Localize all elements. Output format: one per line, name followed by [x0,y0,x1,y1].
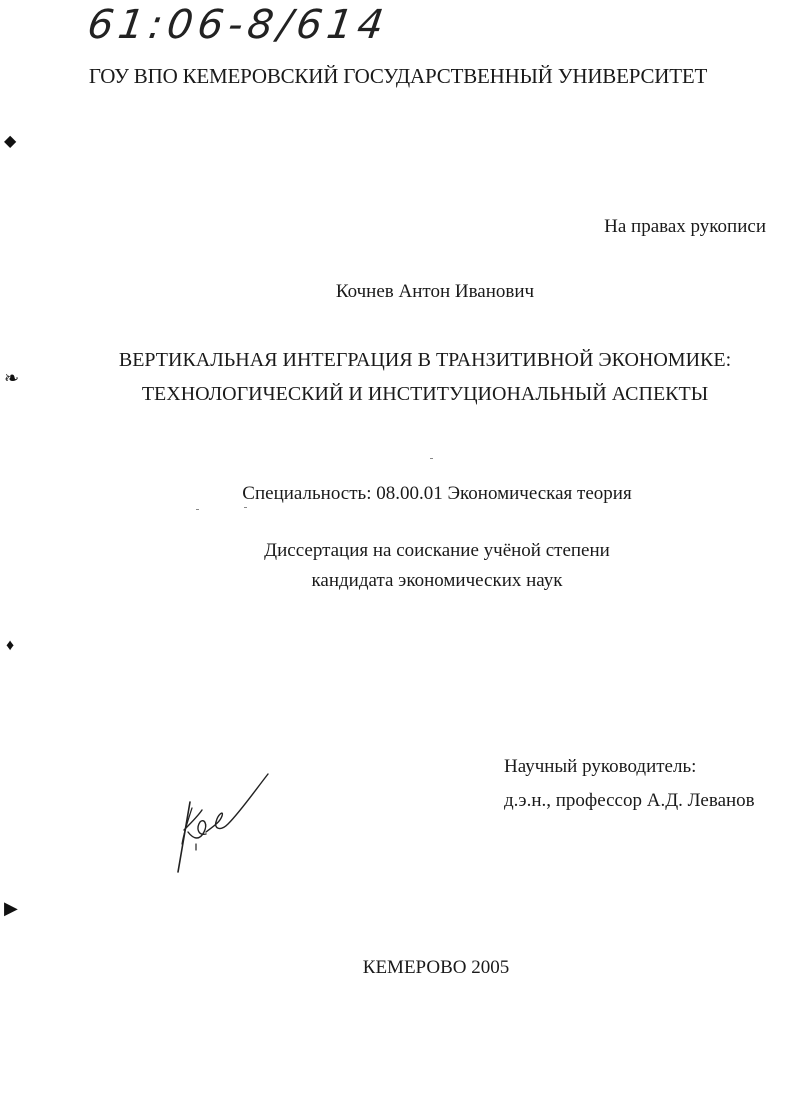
binding-mark-icon: ❧ [4,368,20,388]
manuscript-note: На правах рукописи [604,216,766,237]
binding-mark-icon: ◆ [4,133,17,150]
degree-line: Диссертация на соискание учёной степени [264,540,610,561]
handwritten-signature-icon [170,770,280,880]
binding-mark-icon: ▶ [4,898,18,918]
title-line: ВЕРТИКАЛЬНАЯ ИНТЕГРАЦИЯ В ТРАНЗИТИВНОЙ ЭКОНОМИКЕ: [118,349,732,371]
scan-speck [430,458,433,459]
degree-statement [0,536,796,596]
scan-speck [196,509,199,510]
specialty: Специальность: 08.00.01 Экономическая теория [242,483,632,504]
supervisor-label: Научный руководитель: [504,756,697,777]
supervisor-name: д.э.н., профессор А.Д. Леванов [504,790,755,811]
author-name: Кочнев Антон Иванович [335,281,535,302]
dissertation-title [0,343,796,411]
supervisor-block [504,750,755,818]
university-name: ГОУ ВПО КЕМЕРОВСКИЙ ГОСУДАРСТВЕННЫЙ УНИВЕРСИТЕТ [88,64,708,88]
degree-line: кандидата экономических наук [311,570,563,591]
city-year: КЕМЕРОВО 2005 [362,957,510,978]
archive-code: 61:06-8/614 [84,2,392,48]
title-line: ТЕХНОЛОГИЧЕСКИЙ И ИНСТИТУЦИОНАЛЬНЫЙ АСПЕКТЫ [141,383,709,405]
scan-speck [244,507,247,508]
binding-mark-icon: ♦ [6,637,15,654]
